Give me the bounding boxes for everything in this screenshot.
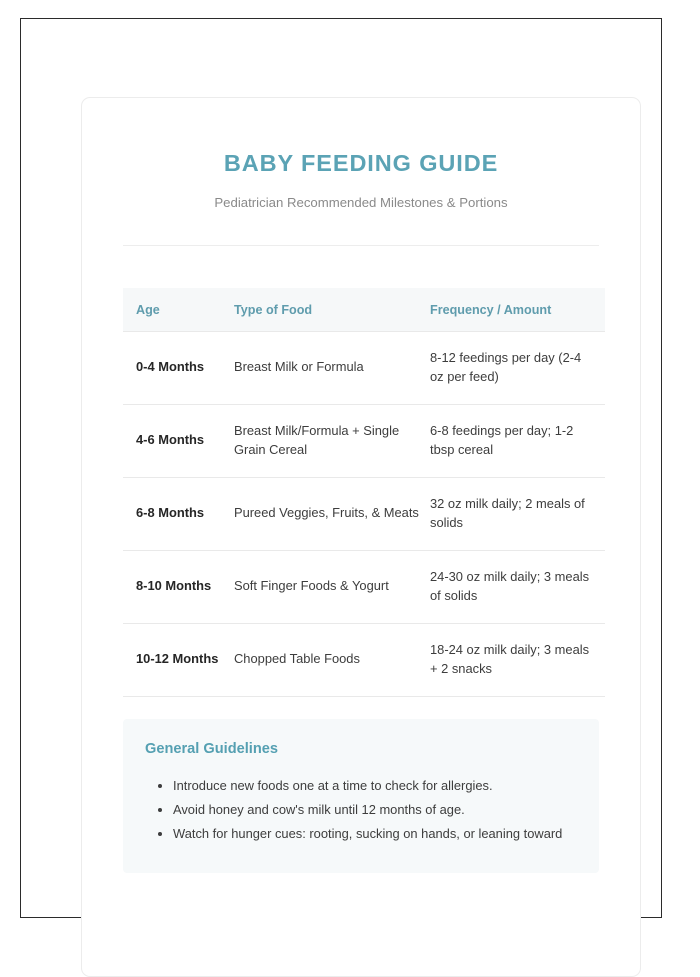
cell-food: Breast Milk/Formula + Single Grain Cereal [234,404,430,477]
header-divider [123,245,599,246]
page-subtitle: Pediatrician Recommended Milestones & Portions [214,195,508,210]
cell-food: Chopped Table Foods [234,623,430,696]
table-body [123,332,605,697]
feeding-guide-card [81,97,641,977]
table-row [123,623,605,696]
column-header-frequency-amount: Frequency / Amount [430,303,552,317]
cell-frequency: 24-30 oz milk daily; 3 meals of solids [430,550,605,623]
page-title: BABY FEEDING GUIDE [223,150,499,176]
cell-frequency: 18-24 oz milk daily; 3 meals + 2 snacks [430,623,605,696]
table-row [123,332,605,405]
guidelines-heading: General Guidelines [145,740,279,757]
table-row [123,404,605,477]
list-item: • Avoid honey and cow's milk until 12 months of age. [173,799,577,820]
table-row [123,477,605,550]
cell-age: 4-6 Months [123,404,234,477]
cell-food: Soft Finger Foods & Yogurt [234,550,430,623]
cell-age: 10-12 Months [123,623,234,696]
column-header-type-of-food: Type of Food [234,303,313,317]
cell-frequency: 6-8 feedings per day; 1-2 tbsp cereal [430,404,605,477]
cell-food: Breast Milk or Formula [234,332,430,405]
cell-age: 0-4 Months [123,332,234,405]
cell-age: 6-8 Months [123,477,234,550]
table-header-row [123,288,605,332]
list-item: • Introduce new foods one at a time to check for allergies. [173,775,577,796]
document-frame [20,18,662,918]
guidelines-list [145,775,577,844]
column-header-age: Age [136,303,160,317]
feeding-schedule-table [123,288,605,697]
cell-frequency: 8-12 feedings per day (2-4 oz per feed) [430,332,605,405]
cell-frequency: 32 oz milk daily; 2 meals of solids [430,477,605,550]
list-item: • Watch for hunger cues: rooting, sucking on hands, or leaning toward [173,823,577,844]
cell-age: 8-10 Months [123,550,234,623]
table-header [123,288,605,332]
table-row [123,550,605,623]
general-guidelines-panel [123,719,599,873]
cell-food: Pureed Veggies, Fruits, & Meats [234,477,430,550]
